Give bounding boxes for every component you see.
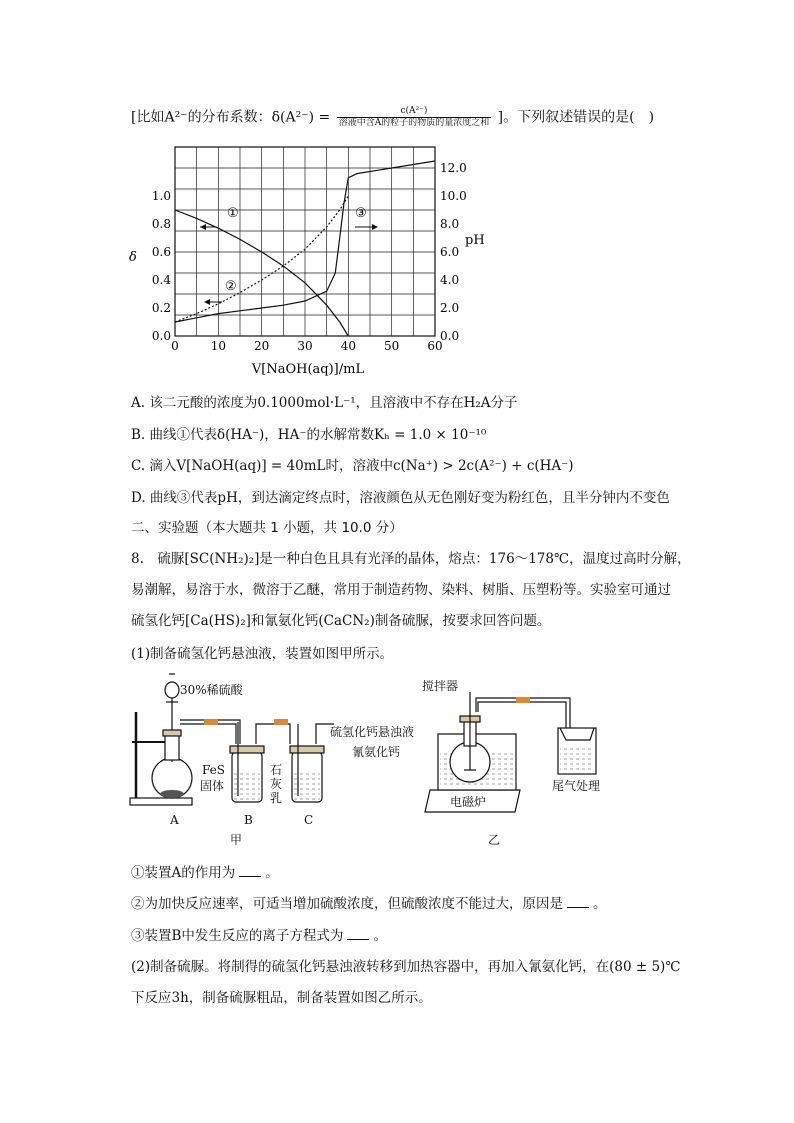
iron-stand-base — [130, 798, 192, 805]
arrowhead-curve-2 — [204, 299, 210, 305]
subq-2 — [131, 893, 607, 914]
titration-chart — [120, 140, 500, 385]
label-c: C — [304, 813, 314, 827]
right-tick-label: 0.0 — [440, 329, 460, 343]
fes-solid — [160, 790, 184, 798]
subq-3 — [131, 925, 387, 946]
intro-prefix: [比如A²⁻的分布系数：δ(A²⁻) = — [131, 109, 331, 126]
annotation-curve-3: ③ — [355, 206, 367, 221]
subq-1 — [131, 862, 279, 883]
part-2-line-2: 下反应3h，制备硫脲粗品，制备装置如图乙所示。 — [131, 990, 432, 1006]
subq-2-end: 。 — [593, 896, 607, 912]
subq-2-text: ②为加快反应速率，可适当增加硫酸浓度，但硫酸浓度不能过大，原因是 — [131, 896, 563, 912]
q8-part-1: (1)制备硫氢化钙悬浊液，装置如图甲所示。 — [131, 646, 394, 662]
q8-line-3: 硫氢化钙[Ca(HS)₂]和氰氨化钙(CaCN₂)制备硫脲，按要求回答问题。 — [131, 613, 551, 629]
left-tick-label: 0.8 — [151, 217, 171, 231]
x-tick-label: 10 — [210, 339, 226, 353]
answer-blank-1[interactable] — [239, 862, 261, 877]
label-lime-3: 乳 — [270, 791, 283, 805]
option-a: A. 该二元酸的浓度为0.1000mol·L⁻¹，且溶液中不存在H₂A分子 — [131, 395, 518, 411]
label-cyanamide: 氰氨化钙 — [352, 745, 401, 759]
x-tick-label: 60 — [427, 339, 443, 353]
x-axis-label: V[NaOH(aq)]/mL — [251, 362, 365, 377]
label-fes-1: FeS — [202, 763, 225, 777]
label-a: A — [170, 813, 179, 827]
intro-suffix: ]。下列叙述错误的是( ) — [497, 109, 655, 126]
x-tick-label: 40 — [340, 339, 356, 353]
subq-1-text: ①装置A的作用为 — [131, 865, 236, 881]
separating-funnel — [165, 682, 179, 698]
subq-1-end: 。 — [265, 865, 279, 881]
arrowhead-curve-1 — [200, 224, 206, 230]
annotation-curve-1: ① — [227, 206, 239, 221]
label-b: B — [244, 813, 253, 827]
left-tick-label: 0.0 — [151, 329, 171, 343]
x-tick-label: 20 — [254, 339, 270, 353]
label-stove: 电磁炉 — [450, 795, 487, 809]
fraction-numerator: c(A²⁻) — [400, 106, 428, 116]
right-tick-label: 8.0 — [440, 217, 460, 231]
right-tick-label: 10.0 — [440, 189, 467, 203]
label-tail-gas: 尾气处理 — [552, 779, 601, 793]
x-tick-label: 30 — [297, 339, 313, 353]
x-tick-label: 0 — [171, 339, 179, 353]
right-tick-label: 6.0 — [440, 245, 460, 259]
option-b: B. 曲线①代表δ(HA⁻)，HA⁻的水解常数Kₕ = 1.0 × 10⁻¹⁰ — [131, 427, 487, 443]
section-header: 二、实验题（本大题共 1 小题，共 10.0 分） — [131, 520, 403, 536]
label-stirrer: 搅拌器 — [422, 679, 459, 693]
option-d: D. 曲线③代表pH，到达滴定终点时，溶液颜色从无色刚好变为粉红色，且半分钟内不变色 — [131, 490, 670, 506]
intro-line — [131, 106, 654, 129]
label-lime-1: 石 — [270, 763, 283, 777]
arrowhead-curve-3 — [372, 224, 378, 230]
answer-blank-2[interactable] — [567, 893, 589, 908]
chart-ticks — [152, 161, 467, 353]
caption-yi: 乙 — [488, 833, 501, 847]
right-tick-label: 2.0 — [440, 301, 460, 315]
label-suspension: 硫氢化钙悬浊液 — [330, 725, 415, 739]
annotation-curve-2: ② — [225, 279, 237, 294]
distribution-fraction — [337, 106, 492, 129]
x-tick-label: 50 — [384, 339, 400, 353]
option-c: C. 滴入V[NaOH(aq)] = 40mL时，溶液中c(Na⁺) > 2c(A²⁻) + c(HA⁻) — [131, 458, 574, 474]
caption-jia: 甲 — [230, 833, 243, 847]
label-acid: 30%稀硫酸 — [180, 683, 243, 697]
label-fes-2: 固体 — [200, 779, 225, 793]
left-tick-label: 1.0 — [151, 189, 171, 203]
q8-line-2: 易潮解，易溶于水，微溶于乙醚，常用于制造药物、染料、树脂、压塑粉等。实验室可通过 — [131, 582, 671, 598]
part-2-line-1: (2)制备硫脲。将制得的硫氢化钙悬浊液转移到加热容器中，再加入氰氨化钙，在(80 ± 5)℃ — [131, 959, 681, 975]
apparatus-figure — [120, 672, 640, 852]
chart-grid — [175, 147, 435, 336]
subq-3-end: 。 — [373, 928, 387, 944]
chart-annotations — [200, 206, 378, 305]
right-tick-label: 4.0 — [440, 273, 460, 287]
right-tick-label: 12.0 — [440, 161, 467, 175]
label-lime-2: 灰 — [270, 777, 283, 791]
apparatus-yi — [425, 692, 596, 812]
y-axis-label-right: pH — [465, 233, 485, 248]
left-tick-label: 0.6 — [151, 245, 171, 259]
y-axis-label-left: δ — [129, 250, 137, 265]
q8-line-1: 8. 硫脲[SC(NH₂)₂]是一种白色且具有光泽的晶体，熔点：176～178℃，温度过高时分解， — [131, 551, 691, 567]
fraction-denominator: 溶液中含A的粒子的物质的量浓度之和 — [338, 118, 490, 128]
subq-3-text: ③装置B中发生反应的离子方程式为 — [131, 928, 344, 944]
left-tick-label: 0.4 — [151, 273, 171, 287]
answer-blank-3[interactable] — [347, 925, 369, 940]
left-tick-label: 0.2 — [151, 301, 171, 315]
